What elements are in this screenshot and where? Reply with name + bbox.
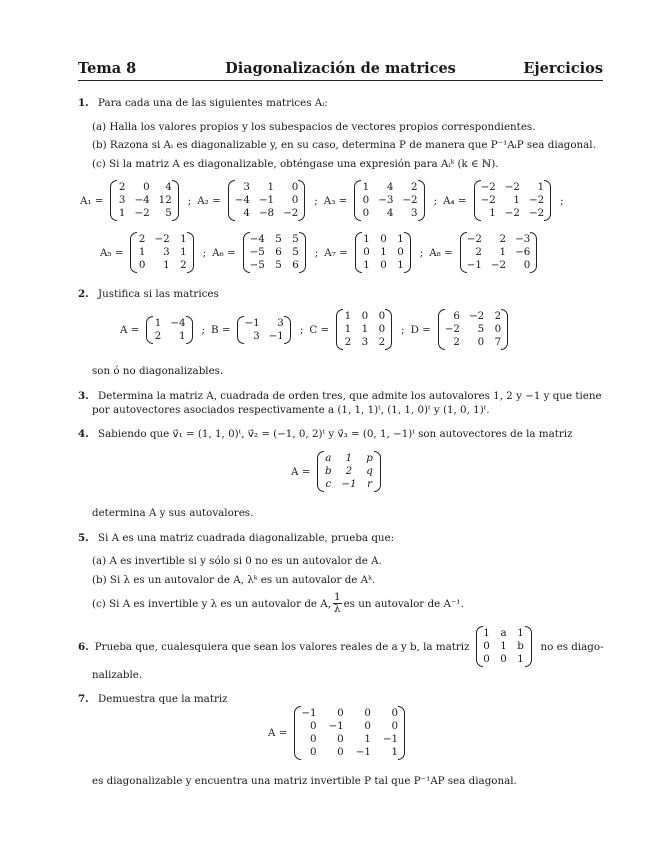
exercise-text: Justifica si las matrices: [98, 288, 219, 300]
matrix-entry: 3: [243, 181, 250, 193]
matrix-entry: 0: [378, 323, 386, 335]
matrix-entry: −1: [355, 746, 371, 758]
exercise-number: 3.: [78, 390, 89, 402]
matrix-entry: −1: [258, 194, 275, 206]
matrix-entry: −2: [283, 207, 299, 219]
matrix-row-1: [80, 180, 570, 221]
matrix-entry: 1: [483, 627, 490, 639]
exercise-number: 2.: [78, 288, 89, 300]
exercise-text: Si A es una matriz cuadrada diagonalizable, prueba que:: [98, 532, 395, 544]
matrix-entry: 1: [513, 194, 520, 206]
matrix-label: A₃ =: [323, 194, 348, 207]
matrix-entry: −3: [515, 233, 531, 245]
matrix-entry: 0: [309, 720, 317, 732]
matrix-entry: 1: [344, 323, 352, 335]
exercise-text: Demuestra que la matriz: [98, 693, 228, 705]
exercise-7-outro: es diagonalizable y encuentra una matriz invertible P tal que P⁻¹AP sea diagonal.: [92, 775, 517, 787]
matrix-entry: 5: [275, 259, 282, 271]
matrix-entry: 1: [154, 316, 162, 329]
matrix-entry: 1: [499, 246, 507, 258]
exercise-1-part-c: (c) Si la matriz A es diagonalizable, obténgase una expresión para Aᵢᵏ (k ∈ ℕ).: [92, 158, 499, 170]
matrix-entry: −2: [154, 233, 170, 245]
matrix-entry: 0: [362, 207, 370, 219]
exercise-text: Para cada una de las siguientes matrices Aᵢ:: [98, 97, 328, 109]
exercise-5-part-a: (a) A es invertible si y sólo si 0 no es un autovalor de A.: [92, 555, 382, 567]
matrix-entry: 2: [411, 181, 418, 193]
separator: ;: [187, 194, 192, 207]
exercise-3-line-2: por autovectores asociados respectivamente a (1, 1, 1)ᵗ, (1, 1, 0)ᵗ y (1, 0, 1)ᵗ.: [92, 404, 490, 416]
exercise-2-intro: [78, 287, 219, 301]
matrix-entry: 0: [291, 194, 299, 206]
matrix-entry: 0: [391, 707, 399, 719]
exercise-4-outro: determina A y sus autovalores.: [92, 507, 254, 519]
exercise-number: 7.: [78, 693, 89, 705]
exercise-1-intro: [78, 96, 328, 110]
matrix-entry: −2: [444, 323, 460, 335]
part-c-text-after: es un autovalor de A⁻¹.: [343, 597, 464, 610]
matrix-entry: 1: [363, 233, 370, 245]
matrix-entry: 2: [453, 336, 460, 348]
exercise-1-part-a: (a) Halla los valores propios y los subespacios de vectores propios correspondientes.: [92, 121, 536, 133]
separator: ;: [314, 246, 319, 259]
matrix-entry: 5: [165, 207, 172, 219]
matrix-entry: 1: [178, 329, 186, 342]
matrix-label: A₄ =: [443, 194, 467, 207]
matrix-label: B =: [211, 323, 231, 336]
part-c-text-before: (c) Si A es invertible y λ es un autovalor de A,: [92, 597, 331, 610]
matrix-entry: 4: [386, 181, 394, 193]
matrix-entry: −6: [515, 246, 531, 258]
matrix-entry: 0: [138, 259, 146, 271]
section-label: Ejercicios: [523, 60, 603, 77]
fraction: [333, 592, 342, 615]
matrix-label: A₈ =: [429, 246, 453, 259]
matrix-entry: −2: [468, 310, 485, 322]
matrix-B: [237, 316, 290, 344]
matrix-entry: −2: [402, 194, 418, 206]
matrix-entry: 7: [494, 336, 502, 348]
matrix-entry: −4: [134, 194, 150, 206]
matrix-entry: 0: [363, 246, 370, 258]
matrix-entry: a: [325, 452, 332, 464]
matrix-entry: −3: [378, 194, 394, 206]
matrix-entry: 4: [243, 207, 250, 219]
matrix-entry: 0: [291, 181, 299, 193]
matrix-D: [438, 309, 508, 350]
matrix-entry: 1: [138, 246, 146, 258]
matrix-entry: 0: [391, 720, 399, 732]
exercise-4-intro: [78, 427, 573, 441]
matrix-entry: 5: [292, 246, 299, 258]
matrix-entry: 0: [337, 746, 344, 758]
exercise-number: 4.: [78, 428, 89, 440]
matrix-entry: 0: [364, 720, 371, 732]
page-title: Diagonalización de matrices: [225, 60, 456, 77]
matrix-entry: 0: [477, 336, 485, 348]
matrix-entry: −2: [134, 207, 150, 219]
matrix-entry: 2: [180, 259, 187, 271]
matrix-entry: 1: [362, 181, 370, 193]
matrix-entry: 0: [494, 323, 502, 335]
matrix-label: A =: [268, 727, 288, 739]
matrix-entry: 1: [364, 733, 371, 745]
separator: ;: [560, 194, 564, 207]
matrix-entry: c: [325, 478, 332, 490]
matrix-entry: 6: [275, 246, 282, 258]
matrix-entry: 1: [363, 259, 370, 271]
topic-label: Tema 8: [78, 60, 137, 77]
exercise-number: 6.: [78, 640, 89, 653]
matrix-entry: 0: [143, 181, 150, 193]
matrix-entry: 1: [517, 653, 524, 665]
matrix-entry: 2: [345, 465, 353, 477]
matrix-entry: b: [517, 640, 524, 652]
matrix-A6: [243, 232, 306, 273]
page-header: [78, 60, 603, 81]
matrix-entry: r: [367, 478, 372, 490]
matrix-entry: 2: [138, 233, 146, 245]
matrix-entry: 1: [344, 310, 352, 322]
matrix-entry: 1: [267, 181, 275, 193]
matrix-A7: [355, 232, 411, 273]
matrix-label: A =: [291, 465, 311, 478]
matrix-entry: 0: [380, 259, 387, 271]
matrix-entry: 4: [165, 181, 172, 193]
matrix-entry: 0: [362, 194, 370, 206]
matrix-entry: p: [366, 452, 373, 464]
matrix-entry: −1: [341, 478, 357, 490]
matrix-M: [476, 626, 532, 667]
matrix-entry: 1: [537, 181, 545, 193]
exercise-text: Prueba que, cualesquiera que sean los valores reales de a y b, la matriz: [94, 640, 470, 653]
matrix-entry: 0: [378, 310, 386, 322]
separator: ;: [299, 323, 304, 336]
matrix-entry: 1: [489, 207, 496, 219]
matrix-entry: 3: [277, 316, 284, 329]
matrix-entry: 3: [411, 207, 418, 219]
matrix-entry: 1: [163, 259, 170, 271]
matrix-entry: 2: [118, 181, 126, 193]
matrix-entry: 1: [180, 246, 187, 258]
matrix-entry: 0: [380, 233, 387, 245]
matrix-A: [317, 451, 380, 492]
matrix-entry: 0: [337, 707, 344, 719]
exercise-1-part-b: (b) Razona si Aᵢ es diagonalizable y, en su caso, determina P de manera que P⁻¹AᵢP sea diagonal.: [92, 139, 596, 151]
separator: ;: [433, 194, 438, 207]
exercise-3-line-1: [78, 389, 602, 403]
matrix-entry: 6: [453, 310, 460, 322]
matrix-label: A₇ =: [324, 246, 348, 259]
matrix-entry: −2: [480, 181, 496, 193]
matrix-entry: −1: [466, 259, 482, 271]
matrix-entry: 2: [499, 233, 507, 245]
matrix-entry: 3: [163, 246, 170, 258]
separator: ;: [401, 323, 405, 336]
matrix-entry: −5: [249, 246, 265, 258]
separator: ;: [314, 194, 318, 207]
matrix-entry: 0: [309, 746, 317, 758]
exercise-6-line-2: nalizable.: [92, 669, 143, 681]
matrix-entry: −4: [249, 233, 265, 245]
matrix-entry: 2: [475, 246, 482, 258]
matrix-entry: 2: [494, 310, 502, 322]
matrix-A1: [110, 180, 178, 221]
matrix-entry: 1: [391, 746, 399, 758]
matrix-label: A =: [120, 323, 140, 336]
matrix-entry: 1: [180, 233, 187, 245]
matrix-entry: 0: [483, 653, 490, 665]
matrix-entry: 0: [364, 707, 371, 719]
matrix-entry: 0: [500, 653, 507, 665]
matrix-label: C =: [309, 323, 330, 336]
matrix-entry: 0: [483, 640, 490, 652]
matrix-A5: [130, 232, 193, 273]
matrix-A2: [228, 180, 306, 221]
matrix-entry: −1: [382, 733, 399, 745]
matrix-entry: −4: [234, 194, 250, 206]
separator: ;: [202, 246, 207, 259]
matrix-entry: a: [500, 627, 507, 639]
matrix-entry: 2: [378, 336, 386, 348]
matrix-A: [294, 706, 405, 760]
matrix-entry: −2: [490, 259, 507, 271]
matrix-label: A₆ =: [212, 246, 236, 259]
matrix-entry: −2: [504, 207, 520, 219]
matrix-C: [336, 309, 392, 350]
matrix-entry: 0: [309, 733, 317, 745]
exercise-5-part-c: [92, 592, 464, 615]
matrix-entry: 12: [158, 194, 172, 206]
matrix-entry: q: [366, 465, 373, 477]
matrix-entry: −4: [170, 316, 186, 329]
matrix-entry: 5: [292, 233, 299, 245]
matrix-entry: 0: [397, 246, 404, 258]
matrix-entry: 1: [361, 323, 369, 335]
fraction-denominator: λ: [334, 603, 341, 615]
matrix-label: A₁ =: [80, 194, 104, 207]
matrix-entry: −1: [244, 316, 260, 329]
matrix-label: A₂ =: [197, 194, 221, 207]
matrix-entry: 0: [361, 310, 369, 322]
matrix-entry: 6: [292, 259, 299, 271]
matrix-row-2: [100, 232, 540, 273]
exercise-6-line-1: [78, 626, 604, 667]
exercise-2-outro: son ó no diagonalizables.: [92, 365, 224, 377]
exercise-number: 1.: [78, 97, 89, 109]
matrix-entry: −8: [258, 207, 275, 219]
matrix-entry: b: [325, 465, 332, 477]
matrix-entry: 2: [344, 336, 352, 348]
matrix-A: [146, 316, 192, 344]
matrix-entry: −2: [480, 194, 496, 206]
matrix-entry: 0: [523, 259, 531, 271]
matrix-entry: −2: [504, 181, 520, 193]
exercise-5-intro: [78, 531, 394, 545]
matrix-entry: 5: [477, 323, 485, 335]
matrix-entry: 3: [361, 336, 369, 348]
matrix-entry: −2: [528, 194, 545, 206]
matrix-entry: 0: [337, 733, 344, 745]
matrix-entry: 1: [397, 233, 404, 245]
matrix-row-ex7: [268, 706, 408, 760]
matrix-label: A₅ =: [100, 246, 124, 259]
matrix-entry: 1: [118, 207, 126, 219]
matrix-entry: −1: [268, 329, 284, 342]
matrix-entry: 1: [345, 452, 353, 464]
matrix-A4: [474, 180, 552, 221]
matrix-row-ex4: [291, 451, 384, 492]
matrix-entry: 1: [397, 259, 404, 271]
matrix-entry: 3: [118, 194, 126, 206]
exercise-number: 5.: [78, 532, 89, 544]
matrix-A8: [460, 232, 538, 273]
matrix-entry: 1: [380, 246, 387, 258]
exercise-5-part-b: (b) Si λ es un autovalor de A, λᵏ es un autovalor de Aᵏ.: [92, 574, 376, 586]
matrix-entry: −1: [301, 707, 317, 719]
matrix-A3: [354, 180, 424, 221]
matrix-entry: −1: [328, 720, 344, 732]
matrix-entry: 2: [154, 329, 162, 342]
matrix-entry: −2: [466, 233, 482, 245]
fraction-numerator: 1: [334, 591, 341, 603]
exercise-7-intro: [78, 692, 228, 706]
matrix-entry: −2: [528, 207, 545, 219]
separator: ;: [419, 246, 424, 259]
matrix-entry: −5: [249, 259, 265, 271]
matrix-entry: 3: [253, 329, 260, 342]
matrix-entry: 5: [275, 233, 282, 245]
exercise-text: Determina la matriz A, cuadrada de orden tres, que admite los autovalores 1, 2 y −1 y que tiene: [98, 390, 602, 402]
matrix-label: D =: [410, 323, 431, 336]
exercise-text: Sabiendo que v⃗₁ = (1, 1, 0)ᵗ, v⃗₂ = (−1, 0, 2)ᵗ y v⃗₃ = (0, 1, −1)ᵗ son autovectores de la matriz: [98, 428, 573, 440]
matrix-entry: 1: [500, 640, 507, 652]
exercise-text-after: no es diago-: [540, 640, 604, 653]
separator: ;: [201, 323, 206, 336]
matrix-entry: 1: [517, 627, 524, 639]
matrix-row-ex2: [120, 309, 511, 350]
matrix-entry: 4: [386, 207, 394, 219]
